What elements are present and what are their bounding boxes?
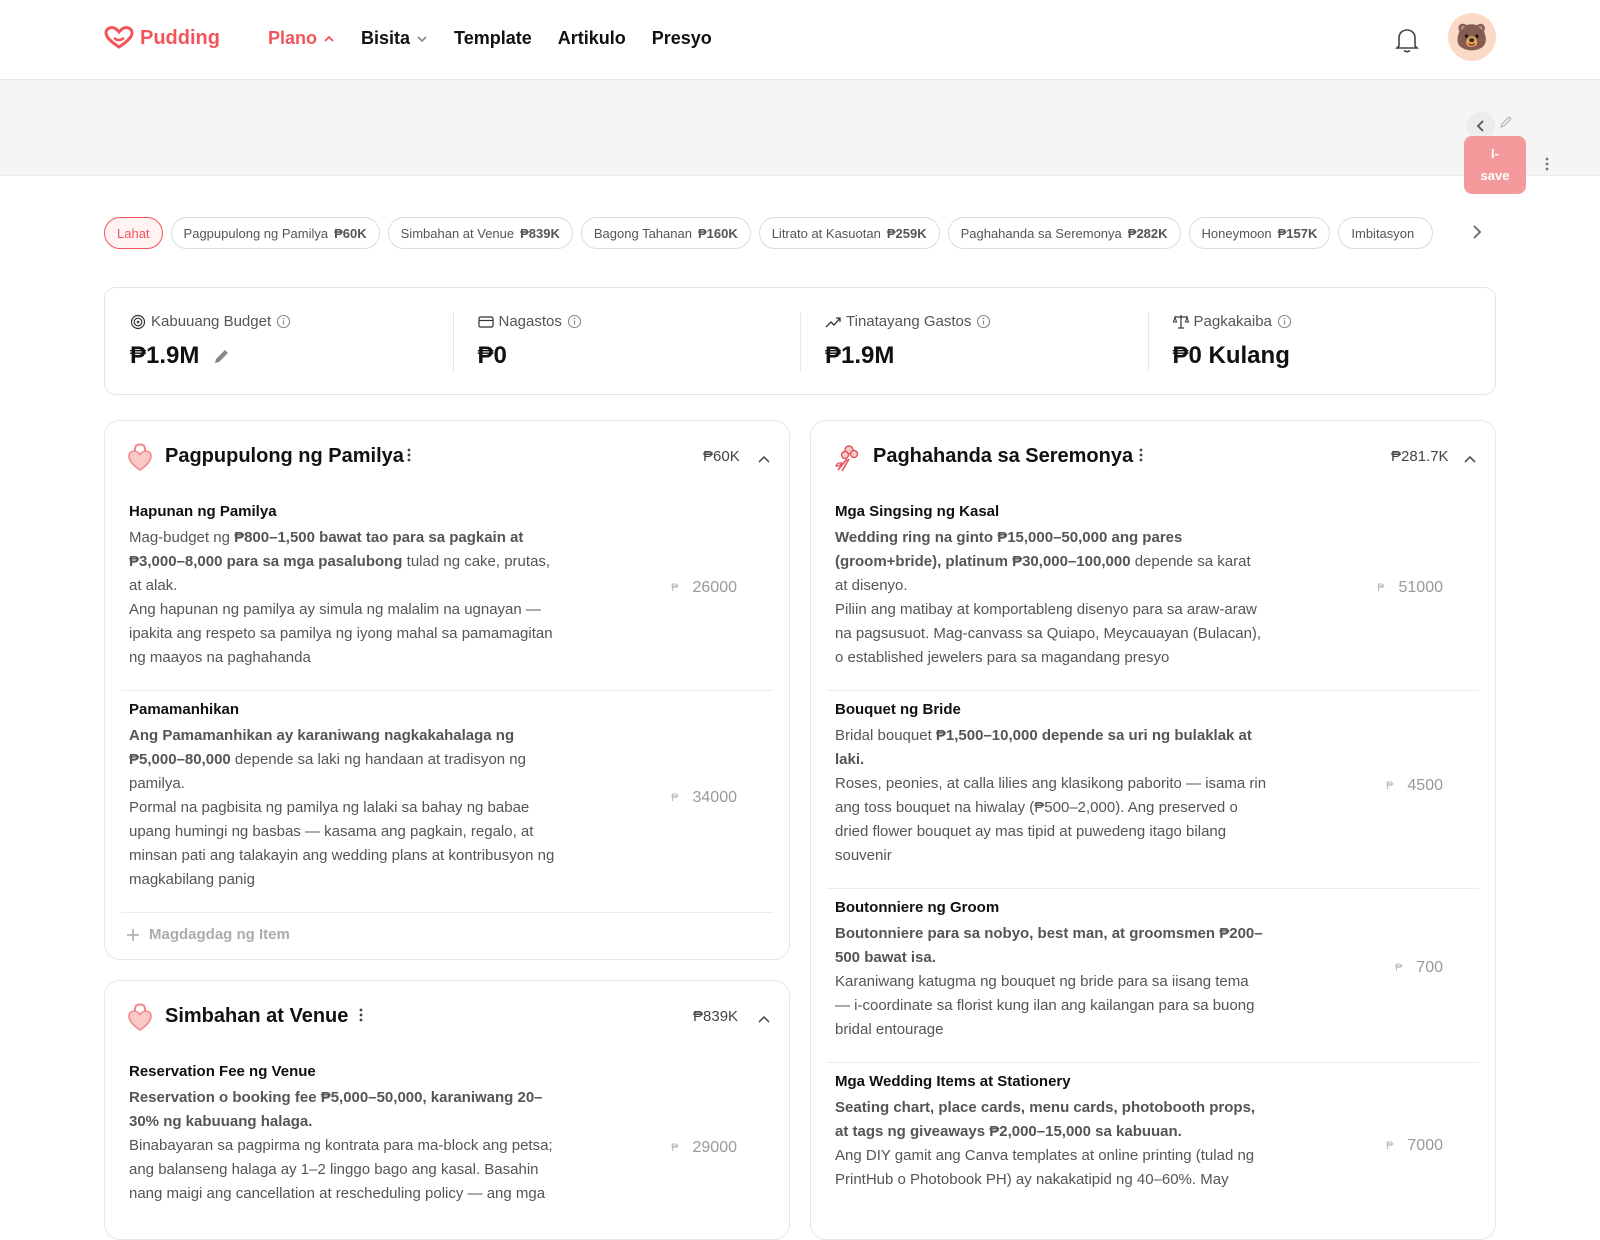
nav-item-label: Presyo bbox=[651, 28, 712, 48]
bell-icon bbox=[1394, 26, 1420, 54]
item-title: Hapunan ng Pamilya bbox=[129, 503, 277, 520]
nav-item-plano[interactable] bbox=[268, 28, 335, 49]
peso-icon: ₱ bbox=[671, 1142, 679, 1154]
add-item-button[interactable] bbox=[125, 926, 769, 943]
item-amount: 29000 bbox=[692, 1139, 737, 1156]
item-title: Mga Singsing ng Kasal bbox=[835, 503, 1000, 520]
info-icon[interactable] bbox=[276, 314, 291, 329]
stat-label: Tinatayang Gastos bbox=[846, 313, 972, 330]
card-total: ₱60K bbox=[703, 448, 740, 465]
item-desc-part: Mag-budget ng bbox=[129, 529, 235, 546]
avatar-emoji: 🐻 bbox=[1455, 21, 1489, 52]
item-desc-bold: Reservation o booking fee ₱5,000–50,000, karaniwang 20–30% ng kabuuang halaga. bbox=[129, 1089, 543, 1130]
chip-label: Litrato at Kasuotan bbox=[771, 225, 881, 241]
brand-logo[interactable] bbox=[104, 26, 220, 50]
stat-difference bbox=[1148, 288, 1496, 394]
card-header bbox=[811, 421, 1495, 493]
chip-label: Honeymoon bbox=[1201, 225, 1272, 241]
item-desc-note: Binabayaran sa pagpirma ng kontrata para ma-block ang petsa; ang balanseng halaga ay 1–2 linggo bago ang kasal. Basahin nang maigi ang cancellation at rescheduling policy — ang mga bbox=[129, 1137, 553, 1202]
stat-spent bbox=[453, 288, 801, 394]
item-title: Pamamanhikan bbox=[129, 701, 240, 718]
chip-category[interactable] bbox=[948, 217, 1181, 249]
item-desc-note: Karaniwang katugma ng bouquet ng bride para sa iisang tema — i-coordinate sa florist kung ilan ang kailangan para sa buong bridal entourage bbox=[835, 973, 1255, 1038]
item-amount-field[interactable] bbox=[671, 789, 737, 807]
budget-item-row[interactable] bbox=[121, 691, 773, 913]
item-desc-note: Ang DIY gamit ang Canva templates at online printing (tulad ng PrintHub o Photobook PH) ay nakakatipid ng 40–60%. May bbox=[835, 1147, 1255, 1188]
item-desc-bold: ₱800–1,500 bawat tao para sa pagkain at ₱3,000–8,000 para sa mga pasalubong bbox=[129, 529, 524, 570]
card-menu-button[interactable] bbox=[1139, 447, 1143, 468]
item-title: Reservation Fee ng Venue bbox=[129, 1063, 316, 1080]
card-header bbox=[105, 421, 789, 493]
chevron-up-icon bbox=[757, 454, 771, 464]
budget-item-row[interactable] bbox=[121, 493, 773, 691]
chip-amount: ₱259K bbox=[886, 225, 927, 241]
item-desc-note: Roses, peonies, at calla lilies ang klasikong paborito — isama rin ang toss bouquet na hiwalay (₱500–2,000). Ang preserved o dried flower bouquet ay mas tipid at puwedeng itago bilang souvenir bbox=[835, 775, 1267, 864]
save-label-2: save bbox=[1480, 168, 1510, 183]
card-title: Simbahan at Venue bbox=[165, 1005, 349, 1027]
item-amount-field[interactable] bbox=[1386, 777, 1443, 795]
pencil-icon[interactable] bbox=[213, 347, 231, 365]
chip-all[interactable] bbox=[104, 217, 163, 249]
stat-label-row bbox=[825, 313, 1148, 330]
budget-item-row[interactable] bbox=[827, 1063, 1479, 1240]
kebab-icon bbox=[1139, 447, 1143, 463]
notifications-button[interactable] bbox=[1394, 26, 1420, 59]
stat-label: Kabuuang Budget bbox=[151, 313, 272, 330]
brand-name: Pudding bbox=[140, 26, 220, 49]
item-desc-part: depende sa karat at disenyo. bbox=[835, 553, 1251, 594]
nav-item-label: Template bbox=[454, 28, 532, 48]
stat-label-row bbox=[478, 313, 801, 330]
info-icon[interactable] bbox=[1277, 314, 1292, 329]
card-title: Paghahanda sa Seremonya bbox=[873, 445, 1134, 467]
stat-value: ₱1.9M bbox=[825, 342, 895, 369]
item-desc-note: Piliin ang matibay at komportableng disenyo para sa araw-araw na pagsusuot. Mag-canvass sa Quiapo, Meycauayan (Bulacan), o established jewelers para sa magandang presyo bbox=[835, 601, 1262, 666]
nav-item-presyo[interactable] bbox=[652, 28, 712, 49]
item-title: Bouquet ng Bride bbox=[835, 701, 961, 718]
budget-item-row[interactable] bbox=[827, 889, 1479, 1063]
item-desc-part: Bridal bouquet bbox=[835, 727, 936, 744]
chip-amount: ₱157K bbox=[1277, 225, 1318, 241]
chip-label: Lahat bbox=[117, 225, 150, 241]
item-desc-bold: ₱1,500–10,000 depende sa uri ng bulaklak at laki. bbox=[835, 727, 1252, 768]
budget-item-row[interactable] bbox=[121, 1053, 773, 1240]
card-total: ₱281.7K bbox=[1391, 448, 1449, 465]
nav-item-template[interactable] bbox=[454, 28, 532, 49]
peso-icon: ₱ bbox=[671, 582, 679, 594]
item-amount: 700 bbox=[1416, 959, 1443, 976]
avatar[interactable] bbox=[1448, 13, 1496, 61]
chip-amount: ₱160K bbox=[697, 225, 738, 241]
pencil-icon bbox=[1498, 114, 1514, 130]
stat-value: ₱0 Kulang bbox=[1172, 342, 1290, 369]
peso-icon: ₱ bbox=[1386, 1140, 1394, 1152]
scale-icon bbox=[1173, 314, 1189, 329]
nav-item-bisita[interactable] bbox=[361, 28, 428, 49]
chip-label: Bagong Tahanan bbox=[593, 225, 692, 241]
item-description bbox=[129, 724, 561, 892]
stat-total-budget bbox=[105, 288, 453, 394]
item-amount-field[interactable] bbox=[671, 579, 737, 597]
chip-label: Simbahan at Venue bbox=[400, 225, 515, 241]
save-button[interactable] bbox=[1464, 136, 1526, 194]
kebab-icon bbox=[1545, 156, 1549, 172]
collapse-button[interactable] bbox=[757, 451, 771, 469]
plus-icon bbox=[125, 927, 141, 943]
item-description bbox=[835, 526, 1267, 670]
item-description bbox=[835, 724, 1267, 868]
stat-value: ₱0 bbox=[477, 342, 507, 369]
collapse-button[interactable] bbox=[1463, 451, 1477, 469]
kebab-icon bbox=[407, 447, 411, 463]
stat-value-row bbox=[130, 342, 453, 370]
stat-value-row bbox=[478, 342, 801, 370]
card-icon bbox=[478, 315, 494, 329]
stat-estimated bbox=[800, 288, 1148, 394]
target-icon bbox=[130, 314, 146, 330]
info-icon[interactable] bbox=[567, 314, 582, 329]
info-icon[interactable] bbox=[976, 314, 991, 329]
item-amount: 7000 bbox=[1407, 1137, 1443, 1154]
category-card-venue bbox=[104, 980, 790, 1240]
card-title: Pagpupulong ng Pamilya bbox=[165, 445, 404, 467]
chip-amount: ₱839K bbox=[520, 225, 560, 241]
chevron-left-icon bbox=[1474, 119, 1488, 133]
stat-label-row bbox=[130, 313, 453, 330]
item-amount: 4500 bbox=[1407, 777, 1443, 794]
chip-category[interactable] bbox=[581, 217, 751, 249]
chip-label: Imbitasyon bbox=[1351, 225, 1415, 241]
heart-logo-icon bbox=[104, 26, 134, 50]
nav-item-label: Plano bbox=[268, 28, 318, 48]
chip-amount: ₱282K bbox=[1127, 225, 1168, 241]
peso-icon: ₱ bbox=[1394, 962, 1403, 974]
item-description bbox=[835, 1096, 1267, 1192]
stat-label: Pagkakaiba bbox=[1193, 313, 1272, 330]
chip-label: Paghahanda sa Seremonya bbox=[960, 225, 1122, 241]
item-title: Boutonniere ng Groom bbox=[835, 899, 1000, 916]
card-menu-button[interactable] bbox=[407, 447, 411, 468]
item-amount-field[interactable] bbox=[1395, 959, 1443, 977]
item-amount-field[interactable] bbox=[671, 1139, 737, 1157]
nav-item-artikulo[interactable] bbox=[558, 28, 626, 49]
nav-item-label: Bisita bbox=[361, 28, 411, 48]
chevron-down-icon bbox=[416, 33, 428, 45]
item-amount: 26000 bbox=[692, 579, 737, 596]
heart-lock-icon bbox=[127, 1003, 153, 1031]
chip-label: Pagpupulong ng Pamilya bbox=[183, 225, 329, 241]
nav-item-label: Artikulo bbox=[557, 28, 626, 48]
card-menu-button[interactable] bbox=[359, 1007, 363, 1028]
kebab-icon bbox=[359, 1007, 363, 1023]
peso-icon: ₱ bbox=[1377, 582, 1385, 594]
stat-label-row bbox=[1173, 313, 1496, 330]
budget-item-row[interactable] bbox=[827, 493, 1479, 691]
card-total: ₱839K bbox=[693, 1008, 739, 1025]
item-amount-field[interactable] bbox=[1377, 579, 1443, 597]
peso-icon: ₱ bbox=[1386, 780, 1394, 792]
category-filter-chips bbox=[104, 217, 1484, 249]
chip-category[interactable] bbox=[759, 217, 940, 249]
more-options-button[interactable] bbox=[1545, 156, 1549, 172]
item-description bbox=[835, 922, 1267, 1042]
item-amount: 34000 bbox=[692, 789, 737, 806]
item-desc-note: Pormal na pagbisita ng pamilya ng lalaki sa bahay ng babae upang humingi ng basbas — kasama ang pagkain, regalo, at minsan pati ang talakayin ang wedding plans at kontribusyon ng magkabilang panig bbox=[129, 799, 555, 888]
item-desc-bold: Ang Pamamanhikan ay karaniwang nagkakahalaga ng ₱5,000–80,000 bbox=[129, 727, 515, 768]
peso-icon: ₱ bbox=[671, 792, 679, 804]
chevron-up-icon bbox=[1463, 454, 1477, 464]
chip-category[interactable] bbox=[388, 217, 573, 249]
chip-amount: ₱60K bbox=[334, 225, 367, 241]
page-header-band bbox=[0, 80, 1600, 176]
chevron-up-icon bbox=[757, 1014, 771, 1024]
item-amount: 51000 bbox=[1398, 579, 1443, 596]
trend-up-icon bbox=[825, 315, 841, 329]
item-desc-part: tulad ng cake, prutas, at alak. bbox=[129, 553, 551, 594]
item-amount-field[interactable] bbox=[1386, 1137, 1443, 1155]
top-navbar bbox=[0, 0, 1600, 80]
item-desc-bold: Wedding ring na ginto ₱15,000–50,000 ang pares (groom+bride), platinum ₱30,000–100,000 bbox=[835, 529, 1183, 570]
stat-value-row bbox=[825, 342, 1148, 370]
main-nav bbox=[268, 28, 712, 49]
collapse-button[interactable] bbox=[757, 1011, 771, 1029]
add-item-label: Magdagdag ng Item bbox=[149, 926, 290, 943]
category-card-family bbox=[104, 420, 790, 960]
stat-value: ₱1.9M bbox=[130, 342, 200, 369]
chip-category[interactable] bbox=[1189, 217, 1331, 249]
item-desc-part: depende sa laki ng handaan at tradisyon ng pamilya. bbox=[129, 751, 526, 792]
chip-category[interactable] bbox=[1338, 217, 1433, 249]
item-desc-bold: Seating chart, place cards, menu cards, photobooth props, at tags ng giveaways ₱2,000–15,000 sa kabuuan. bbox=[835, 1099, 1256, 1140]
edit-title-button[interactable] bbox=[1498, 114, 1514, 135]
category-card-ceremony bbox=[810, 420, 1496, 1240]
budget-item-row[interactable] bbox=[827, 691, 1479, 889]
stat-value-row bbox=[1173, 342, 1496, 370]
bouquet-icon bbox=[833, 443, 861, 473]
item-description bbox=[129, 1086, 561, 1206]
chevron-right-icon bbox=[1470, 223, 1484, 241]
budget-summary bbox=[104, 287, 1496, 395]
chevron-up-icon bbox=[323, 33, 335, 45]
save-label-1: I- bbox=[1491, 146, 1499, 161]
stat-label: Nagastos bbox=[498, 313, 562, 330]
item-description bbox=[129, 526, 561, 670]
chip-category[interactable] bbox=[171, 217, 380, 249]
heart-lock-icon bbox=[127, 443, 153, 471]
item-desc-note: Ang hapunan ng pamilya ay simula ng malalim na ugnayan — ipakita ang respeto sa pamilya ng iyong mahal sa pamamagitan ng maayos na paghahanda bbox=[129, 601, 553, 666]
card-header bbox=[105, 981, 789, 1053]
item-title: Mga Wedding Items at Stationery bbox=[835, 1073, 1071, 1090]
item-desc-bold: Boutonniere para sa nobyo, best man, at groomsmen ₱200–500 bawat isa. bbox=[835, 925, 1263, 966]
chips-scroll-next-button[interactable] bbox=[1470, 223, 1484, 246]
